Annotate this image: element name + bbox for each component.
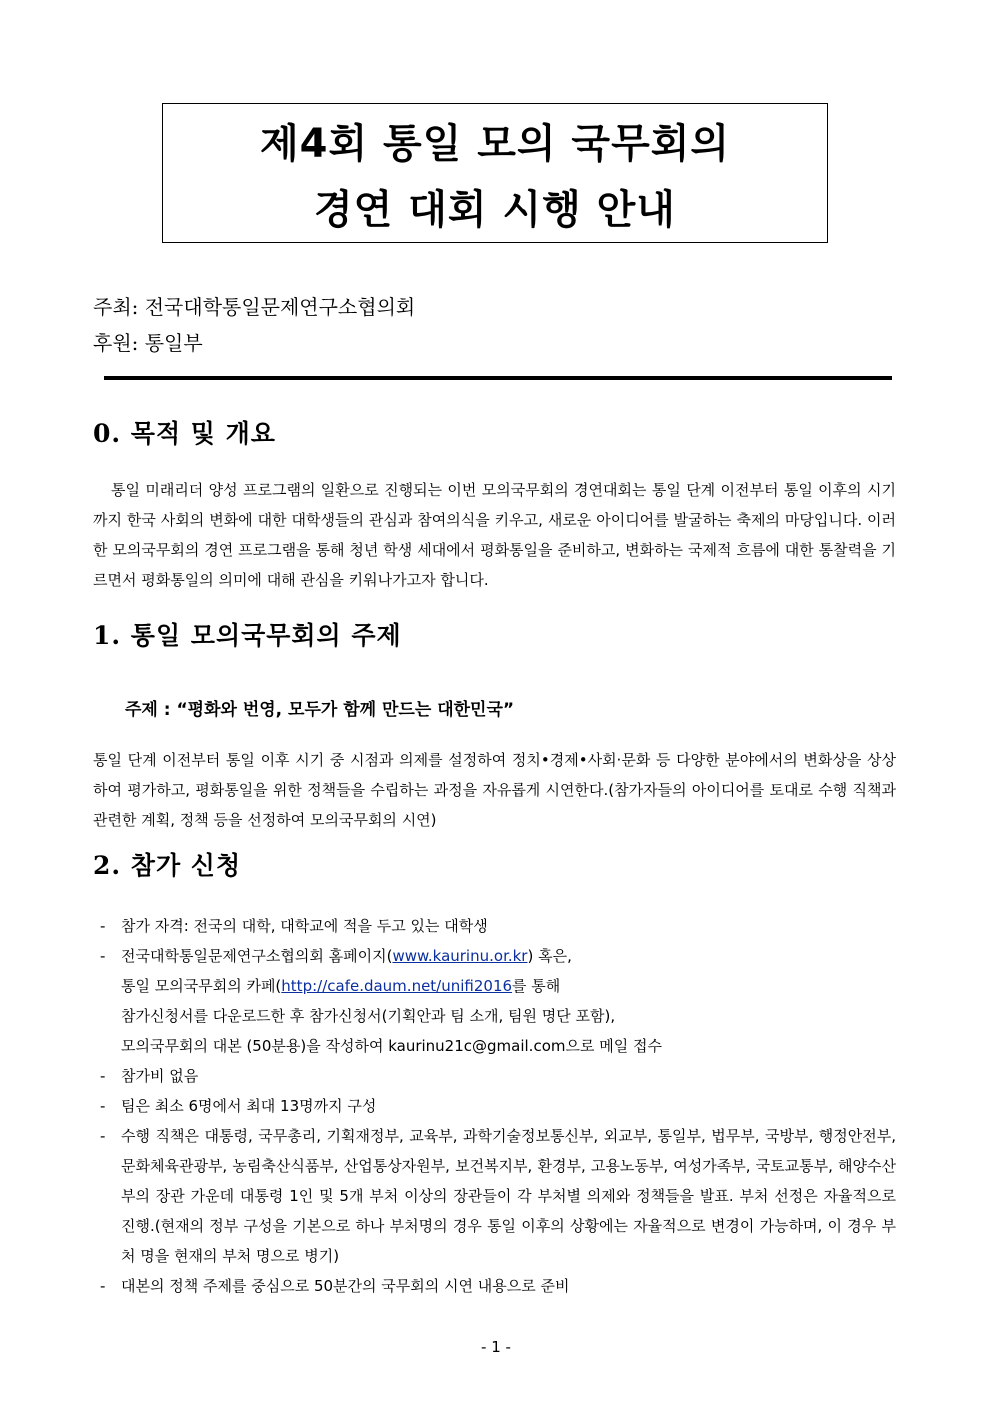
homepage-link[interactable]: www.kaurinu.or.kr (392, 947, 528, 965)
title-box (162, 103, 828, 243)
fee-text: 참가비 없음 (121, 1067, 199, 1085)
script-text: 대본의 정책 주제를 중심으로 50분간의 국무회의 시연 내용으로 준비 (121, 1277, 570, 1295)
download-instruction: 참가신청서를 다운로드한 후 참가신청서(기획안과 팀 소개, 팀원 명단 포함), (121, 1007, 616, 1025)
section-1-theme: 주제 : “평화와 번영, 모두가 함께 만드는 대한민국” (125, 700, 515, 720)
roles-text: 수행 직책은 대통령, 국무총리, 기획재정부, 교육부, 과학기술정보통신부, 외교부, 통일부, 법무부, 국방부, 행정안전부, 문화체육관광부, 농림축산식품부, 산업통상자원부, 보건복지부, 환경부, 고용노동부, 여성가족부, 국토교통부, 해양수산부의 장관 가운데 대통령 1인 및 5개 부처 이상의 장관들이 각 부처별 의제와 정책들을 발표. 부처 선정은 자율적으로 진행.(현재의 정부 구성을 기본으로 하나 부처명의 경우 통일 이후의 상황에는 자율적으로 변경이 가능하며, 이 경우 부처 명을 현재의 부처 명으로 병기) (121, 1127, 896, 1265)
cafe-text-pre: 통일 모의국무회의 카페( (121, 977, 282, 995)
cafe-text-post: 를 통해 (512, 977, 561, 995)
list-item-script (100, 1271, 896, 1301)
section-2-heading: 2. 참가 신청 (93, 851, 242, 880)
dash-marker: - (100, 1097, 106, 1115)
email-instruction: 모의국무회의 대본 (50분용)을 작성하여 kaurinu21c@gmail.com으로 메일 접수 (121, 1037, 662, 1055)
list-item-roles (100, 1121, 896, 1271)
list-item-application-method (100, 941, 896, 1061)
application-list (100, 911, 896, 1301)
list-item-eligibility (100, 911, 896, 941)
document-title-line-1: 제4회 통일 모의 국무회의 (259, 121, 730, 167)
dash-marker: - (100, 1067, 106, 1085)
homepage-text-pre: 전국대학통일문제연구소협의회 홈페이지( (121, 947, 393, 965)
sponsor-organization: 후원: 통일부 (93, 331, 203, 355)
horizontal-divider (104, 376, 892, 380)
dash-marker: - (100, 947, 106, 965)
page-number: - 1 - (481, 1338, 511, 1356)
document-title-line-2: 경연 대회 시행 안내 (314, 187, 676, 233)
list-item-fee (100, 1061, 896, 1091)
section-1-body: 통일 단계 이전부터 통일 이후 시기 중 시점과 의제를 설정하여 정치•경제•사회·문화 등 다양한 분야에서의 변화상을 상상하여 평가하고, 평화통일을 위한 정책들을 수립하는 과정을 자유롭게 시연한다.(참가자들의 아이디어를 토대로 수행 직책과 관련한 계획, 정책 등을 선정하여 모의국무회의 시연) (93, 751, 896, 829)
dash-marker: - (100, 917, 106, 935)
section-0-body: 통일 미래리더 양성 프로그램의 일환으로 진행되는 이번 모의국무회의 경연대회는 통일 단계 이전부터 통일 이후의 시기까지 한국 사회의 변화에 대한 대학생들의 관심과 참여의식을 키우고, 새로운 아이디어를 발굴하는 축제의 마당입니다. 이러한 모의국무회의 경연 프로그램을 통해 청년 학생 세대에서 평화통일을 준비하고, 변화하는 국제적 흐름에 대한 통찰력을 기르면서 평화통일의 의미에 대해 관심을 키워나가고자 합니다. (93, 481, 896, 589)
section-1-heading: 1. 통일 모의국무회의 주제 (93, 621, 402, 650)
eligibility-text: 참가 자격: 전국의 대학, 대학교에 적을 두고 있는 대학생 (121, 917, 488, 935)
cafe-link[interactable]: http://cafe.daum.net/unifi2016 (281, 977, 513, 995)
dash-marker: - (100, 1127, 106, 1145)
team-size-text: 팀은 최소 6명에서 최대 13명까지 구성 (121, 1097, 377, 1115)
host-organization: 주최: 전국대학통일문제연구소협의회 (93, 295, 416, 319)
section-0-heading: 0. 목적 및 개요 (93, 419, 276, 448)
dash-marker: - (100, 1277, 106, 1295)
homepage-text-post: ) 혹은, (527, 947, 572, 965)
list-item-team-size (100, 1091, 896, 1121)
